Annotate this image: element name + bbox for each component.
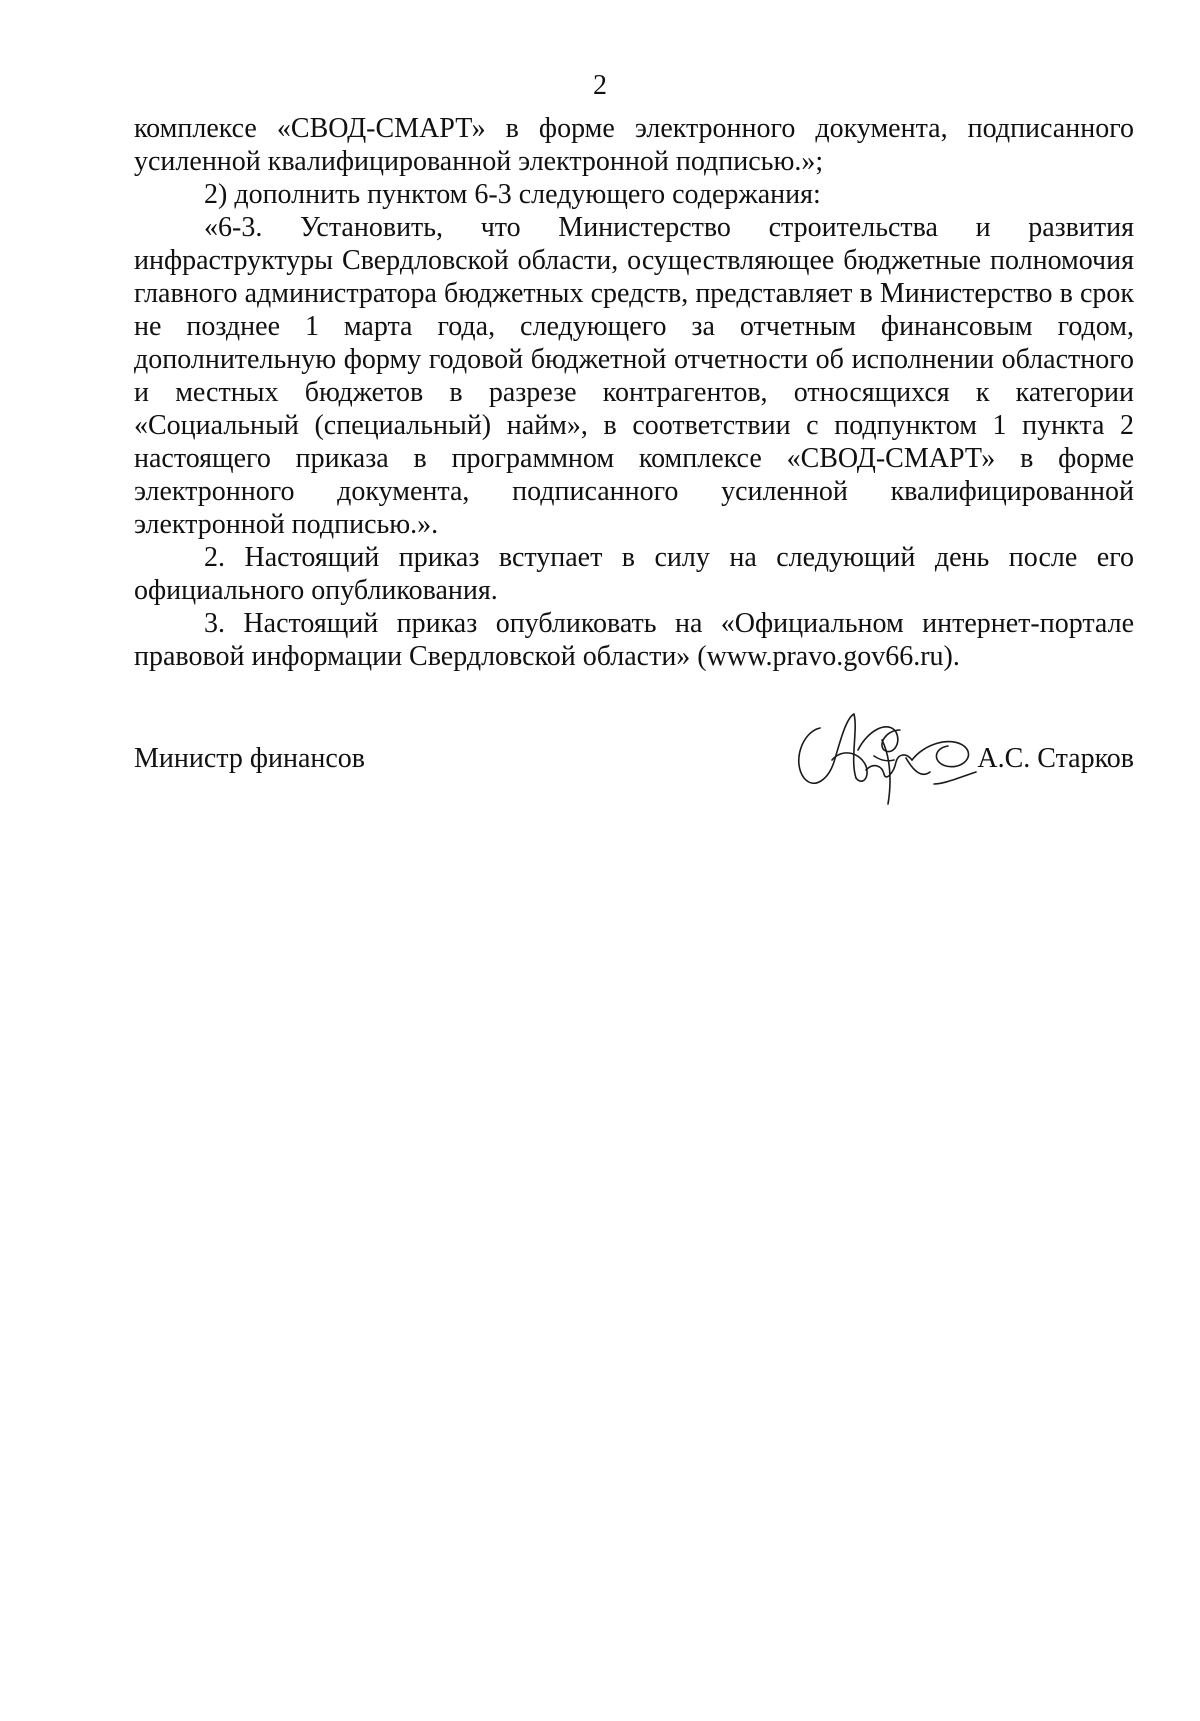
paragraph-item-2-effective-date: 2. Настоящий приказ вступает в силу на следующий день после его официального опубликования. bbox=[134, 542, 1134, 606]
paragraph-continuation: комплексе «СВОД-СМАРТ» в форме электронного документа, подписанного усиленной квалифицированной электронной подписью.»; bbox=[134, 113, 1134, 177]
paragraph-amendment-item-2: 2) дополнить пунктом 6-3 следующего содержания: bbox=[204, 179, 821, 210]
document-body bbox=[134, 112, 1134, 673]
signature-block bbox=[134, 700, 1134, 810]
signer-title: Министр финансов bbox=[134, 743, 366, 774]
handwritten-signature bbox=[762, 700, 1002, 810]
page-number: 2 bbox=[593, 70, 607, 101]
paragraph-clause-6-3: «6-3. Установить, что Министерство строительства и развития инфраструктуры Свердловской области, осуществляющее бюджетные полномочия главного администратора бюджетных средств, представляет в Министерство в срок не позднее 1 марта года, следующего за отчетным финансовым годом, дополнительную форму годовой бюджетной отчетности об исполнении областного и местных бюджетов в разрезе контрагентов, относящихся к категории «Социальный (специальный) найм», в соответствии с подпунктом 1 пункта 2 настоящего приказа в программном комплексе «СВОД-СМАРТ» в форме электронного документа, подписанного усиленной квалифицированной электронной подписью.». bbox=[134, 212, 1134, 540]
paragraph-item-3-publication: 3. Настоящий приказ опубликовать на «Официальном интернет-портале правовой информации Свердловской области» (www.pravo.gov66.ru). bbox=[134, 608, 1134, 672]
signer-name: А.С. Старков bbox=[977, 743, 1134, 774]
